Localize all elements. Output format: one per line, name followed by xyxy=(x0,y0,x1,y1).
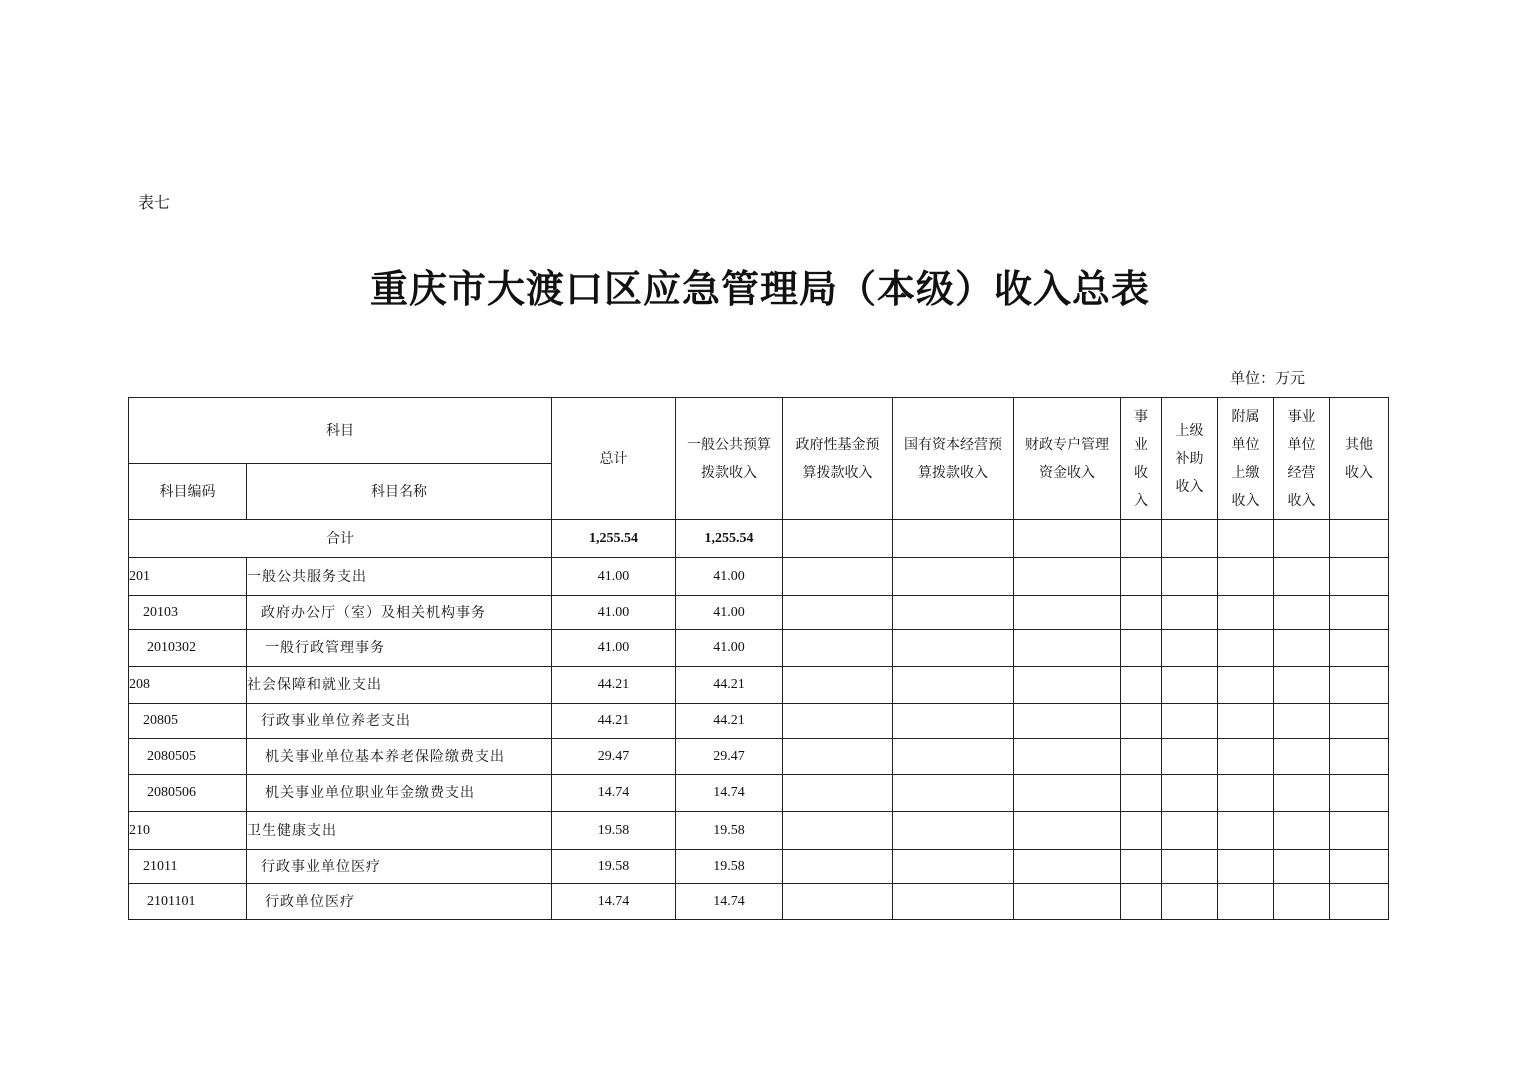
row-name: 行政事业单位医疗 xyxy=(247,850,552,884)
row-total: 44.21 xyxy=(552,667,676,704)
table-row xyxy=(129,596,1389,630)
row-code: 2080506 xyxy=(129,775,247,812)
row-general: 44.21 xyxy=(676,704,783,739)
header-business: 事业收入 xyxy=(1121,398,1162,520)
row-general: 29.47 xyxy=(676,739,783,775)
row-code: 2101101 xyxy=(129,884,247,920)
row-code: 201 xyxy=(129,558,247,596)
row-name: 一般公共服务支出 xyxy=(247,558,552,596)
row-total: 14.74 xyxy=(552,884,676,920)
table-row xyxy=(129,884,1389,920)
row-name: 政府办公厅（室）及相关机构事务 xyxy=(247,596,552,630)
row-total: 41.00 xyxy=(552,596,676,630)
page-title: 重庆市大渡口区应急管理局（本级）收入总表 xyxy=(369,266,1150,311)
row-code: 210 xyxy=(129,812,247,850)
row-name: 社会保障和就业支出 xyxy=(247,667,552,704)
table-row xyxy=(129,850,1389,884)
row-general: 41.00 xyxy=(676,596,783,630)
row-name: 行政单位医疗 xyxy=(247,884,552,920)
table-row xyxy=(129,704,1389,739)
row-general: 19.58 xyxy=(676,812,783,850)
table-row xyxy=(129,739,1389,775)
row-total: 44.21 xyxy=(552,704,676,739)
income-summary-table xyxy=(128,397,1389,920)
row-name: 机关事业单位基本养老保险缴费支出 xyxy=(247,739,552,775)
row-total: 41.00 xyxy=(552,558,676,596)
row-total: 19.58 xyxy=(552,850,676,884)
header-code: 科目编码 xyxy=(129,464,247,520)
unit-label: 单位：万元 xyxy=(1230,369,1306,387)
row-name: 一般行政管理事务 xyxy=(247,630,552,667)
header-name: 科目名称 xyxy=(247,464,552,520)
header-other: 其他收入 xyxy=(1330,398,1389,520)
header-subject: 科目 xyxy=(129,398,552,464)
table-number-label: 表七 xyxy=(138,193,171,212)
row-code: 2010302 xyxy=(129,630,247,667)
row-general: 44.21 xyxy=(676,667,783,704)
table-row xyxy=(129,558,1389,596)
row-code: 208 xyxy=(129,667,247,704)
total-label: 合计 xyxy=(129,520,552,558)
row-code: 20103 xyxy=(129,596,247,630)
row-total: 19.58 xyxy=(552,812,676,850)
header-state-capital: 国有资本经营预算拨款收入 xyxy=(893,398,1014,520)
table-row xyxy=(129,667,1389,704)
header-total: 总计 xyxy=(552,398,676,520)
row-code: 21011 xyxy=(129,850,247,884)
row-name: 卫生健康支出 xyxy=(247,812,552,850)
header-business-operation: 事业单位经营收入 xyxy=(1274,398,1330,520)
row-code: 20805 xyxy=(129,704,247,739)
total-total: 1,255.54 xyxy=(552,520,676,558)
row-general: 41.00 xyxy=(676,558,783,596)
total-general: 1,255.54 xyxy=(676,520,783,558)
table-row xyxy=(129,630,1389,667)
header-fiscal-special: 财政专户管理资金收入 xyxy=(1014,398,1121,520)
header-gov-fund: 政府性基金预算拨款收入 xyxy=(783,398,893,520)
row-name: 行政事业单位养老支出 xyxy=(247,704,552,739)
total-row xyxy=(129,520,1389,558)
row-general: 14.74 xyxy=(676,884,783,920)
row-total: 29.47 xyxy=(552,739,676,775)
row-total: 41.00 xyxy=(552,630,676,667)
row-general: 41.00 xyxy=(676,630,783,667)
header-affiliated: 附属单位上缴收入 xyxy=(1218,398,1274,520)
header-superior-subsidy: 上级补助收入 xyxy=(1162,398,1218,520)
table-row xyxy=(129,812,1389,850)
row-name: 机关事业单位职业年金缴费支出 xyxy=(247,775,552,812)
row-code: 2080505 xyxy=(129,739,247,775)
row-total: 14.74 xyxy=(552,775,676,812)
row-general: 14.74 xyxy=(676,775,783,812)
row-general: 19.58 xyxy=(676,850,783,884)
header-general-budget: 一般公共预算拨款收入 xyxy=(676,398,783,520)
table-row xyxy=(129,775,1389,812)
